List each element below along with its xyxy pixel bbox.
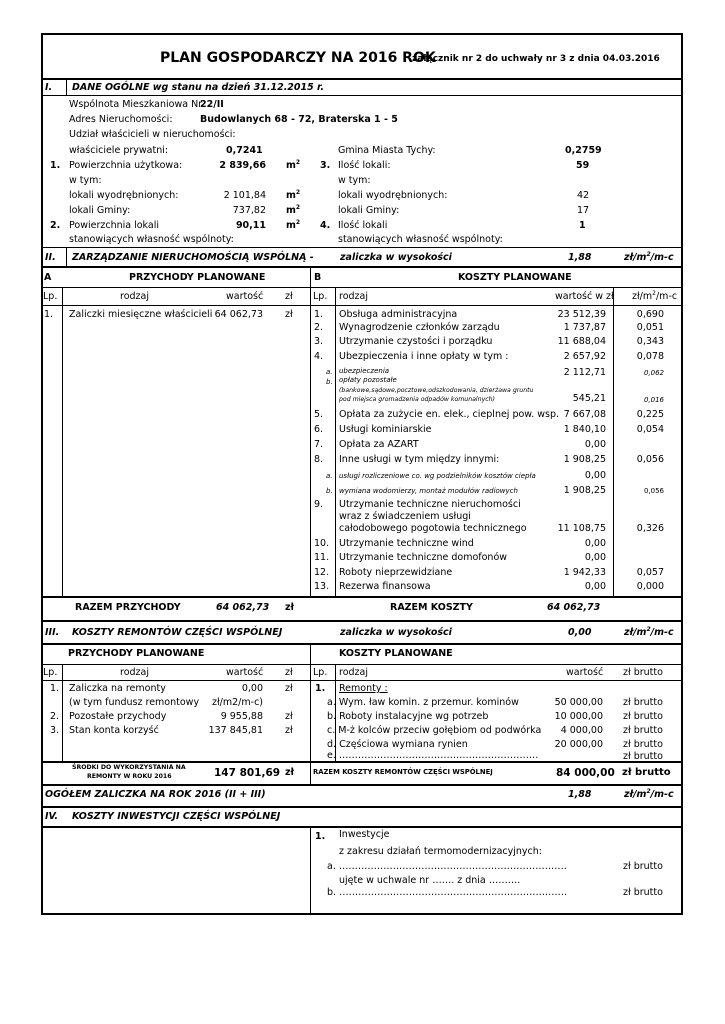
koszty-subrow-wartosc: 545,21 — [572, 393, 606, 404]
s4-lp: 1. — [315, 831, 326, 842]
koszty-row-wartosc: 23 512,39 — [557, 309, 606, 320]
przychody-row-wartosc: 64 062,73 — [214, 309, 263, 320]
pow-lokali-value: 90,11 — [235, 220, 266, 231]
koszty-subrow-wartosc: 1 908,25 — [563, 485, 606, 496]
koszty-row-wartosc: 11 688,04 — [557, 336, 606, 347]
pow-uzytkowa-label: Powierzchnia użytkowa: — [69, 160, 183, 171]
s3-przychody-rodzaj: (w tym fundusz remontowy — [69, 697, 200, 708]
pow-uzytkowa-value: 2 839,66 — [219, 160, 266, 171]
hdr-zl: zł — [285, 291, 293, 302]
koszty-row-rodzaj: Utrzymanie techniczne nieruchomości — [339, 499, 521, 510]
koszty-row-lp: 1. — [314, 309, 324, 320]
koszty-subrow-zlm2: 0,016 — [643, 396, 664, 404]
srodki-label-line2: REMONTY W ROKU 2016 — [87, 773, 172, 780]
col-b-label: B — [314, 272, 322, 283]
s4-b-line: b. ……………………………………………………………… — [327, 887, 568, 898]
koszty-row-lp: 7. — [314, 439, 324, 450]
section-2-unit: $zł/m^2/m-c$ — [624, 251, 674, 263]
srodki-label-line1: ŚRODKI DO WYKORZYSTANIA NA — [72, 764, 186, 771]
s3-koszty-rodzaj: c. M-ż kolców przeciw gołębiom od podwórka — [327, 725, 542, 736]
s3-przychody-wartosc: 9 955,88 — [220, 711, 263, 722]
s3-przychody-wartosc: 0,00 — [241, 683, 263, 694]
section-4-number: IV. — [45, 811, 59, 822]
koszty-row-rodzaj: Obsługa administracyjna — [339, 309, 458, 320]
koszty-row-wartosc: 0,00 — [584, 538, 606, 549]
koszty-row-rodzaj: Opłata za AZART — [339, 439, 419, 450]
s3-przychody-rodzaj: Pozostałe przychody — [69, 711, 167, 722]
koszty-subrow-lp: a. — [326, 472, 333, 480]
ilosc-lokali-label: Ilość lokali: — [338, 160, 391, 171]
przychody-row-rodzaj: Zaliczki miesięczne właścicieli — [69, 309, 213, 320]
lokali-gminy-value-2: 17 — [577, 205, 590, 216]
s3-koszty-wartosc: 50 000,00 — [554, 697, 603, 708]
section-3-zaliczka-label: zaliczka w wysokości — [340, 627, 452, 638]
koszty-row-rodzaj-line3: całodobowego pogotowia technicznego — [339, 523, 527, 534]
koszty-row-zlm2: 0,225 — [636, 409, 664, 420]
s3-hdr-rodzaj-2: rodzaj — [339, 667, 368, 678]
koszty-row-zlm2: 0,343 — [636, 336, 664, 347]
koszty-row-lp: 8. — [314, 454, 324, 465]
koszty-subrow-note: (bankowe,sądowe,pocztowe,odszkodowania, dzierżawa gruntu — [339, 387, 534, 394]
koszty-subrow-lp: a. — [326, 368, 333, 376]
page-subtitle: załącznik nr 2 do uchwały nr 3 z dnia 04.03.2016 — [412, 54, 660, 64]
unit-m2: $m^2$ — [286, 159, 301, 171]
hdr-rodzaj-2: rodzaj — [339, 291, 368, 302]
koszty-row-rodzaj: Utrzymanie techniczne wind — [339, 538, 474, 549]
ogolem-unit: $zł/m^2/m-c$ — [624, 788, 674, 800]
section-2-title: ZARZĄDZANIE NIERUCHOMOŚCIĄ WSPÓLNĄ - — [72, 252, 314, 263]
koszty-row-wartosc: 1 737,87 — [563, 322, 606, 333]
s3-koszty-lp: 1. — [315, 683, 326, 694]
s4-b-unit: zł brutto — [623, 887, 663, 898]
s3-koszty-rodzaj: a. Wym. ław komin. z przemur. kominów — [327, 697, 519, 708]
s3-hdr-lp: Lp. — [43, 667, 58, 678]
s4-zakres: z zakresu działań termomodernizacyjnych: — [339, 846, 542, 857]
razem-koszty-label: RAZEM KOSZTY — [390, 602, 473, 613]
koszty-row-wartosc: 1 840,10 — [563, 424, 606, 435]
section-3-przychody-title: PRZYCHODY PLANOWANE — [68, 648, 205, 659]
koszty-row-zlm2: 0,056 — [636, 454, 664, 465]
koszty-row-rodzaj: Rezerwa finansowa — [339, 581, 431, 592]
koszty-row-lp: 5. — [314, 409, 324, 420]
przychody-row-zl: zł — [285, 309, 293, 320]
koszty-row-wartosc: 7 667,08 — [563, 409, 606, 420]
koszty-subrow-wartosc: 0,00 — [584, 470, 606, 481]
koszty-row-wartosc: 11 108,75 — [557, 523, 606, 534]
s3-hdr-rodzaj: rodzaj — [120, 667, 149, 678]
s3-przychody-zl: zł — [285, 711, 293, 722]
koszty-row-zlm2: 0,690 — [636, 309, 664, 320]
wlasciciele-label: właściciele prywatni: — [69, 145, 169, 156]
koszty-subrow-wartosc: 2 112,71 — [563, 367, 606, 378]
w-tym-label: w tym: — [69, 175, 102, 186]
s3-przychody-lp: 1. — [50, 683, 60, 694]
koszty-subrow-note: pod miejsca gromadzenia odpadów komunalnych) — [339, 396, 495, 403]
w-tym-label-2: w tym: — [338, 175, 371, 186]
koszty-row-lp: 3. — [314, 336, 324, 347]
s3-koszty-wartosc: 10 000,00 — [554, 711, 603, 722]
s3-koszty-rodzaj: d. Częściowa wymiana rynien — [327, 739, 468, 750]
gmina-label: Gmina Miasta Tychy: — [338, 145, 436, 156]
s3-przychody-zl: zł — [285, 725, 293, 736]
ilosc-lokali2-value: 1 — [579, 220, 586, 231]
s3-przychody-lp: 2. — [50, 711, 60, 722]
lokali-wyodr-value: 2 101,84 — [223, 190, 266, 201]
s3-przychody-lp: 3. — [50, 725, 60, 736]
koszty-subrow-lp: b. — [326, 487, 333, 495]
razem-przychody-label: RAZEM PRZYCHODY — [75, 602, 181, 613]
koszty-row-zlm2: 0,326 — [636, 523, 664, 534]
s3-hdr-lp-2: Lp. — [313, 667, 328, 678]
s3-przychody-wartosc: zł/m2/m-c) — [212, 697, 263, 708]
item-4-number: 4. — [320, 220, 331, 231]
koszty-row-rodzaj: Wynagrodzenie członków zarządu — [339, 322, 500, 333]
ogolem-label: OGÓŁEM ZALICZKA NA ROK 2016 (II + III) — [45, 789, 266, 800]
lokali-wyodr-label: lokali wyodrębnionych: — [69, 190, 179, 201]
adres-value: Budowlanych 68 - 72, Braterska 1 - 5 — [200, 114, 398, 125]
ilosc-lokali2-label: Ilość lokali — [338, 220, 388, 231]
lokali-wyodr-label-2: lokali wyodrębnionych: — [338, 190, 448, 201]
koszty-row-rodzaj: Inne usługi w tym między innymi: — [339, 454, 500, 465]
s3-koszty-unit: zł brutto — [623, 751, 663, 762]
lokali-gminy-value: 737,82 — [232, 205, 266, 216]
s4-a-line: a. ……………………………………………………………… — [327, 861, 567, 872]
koszty-row-lp: 2. — [314, 322, 324, 333]
item-1-number: 1. — [50, 160, 61, 171]
s3-koszty-wartosc: 20 000,00 — [554, 739, 603, 750]
s3-koszty-unit: zł brutto — [623, 725, 663, 736]
stanowiacych-label: stanowiących własność wspólnoty: — [69, 234, 234, 245]
s3-koszty-rodzaj: e. ……………………………………………………… — [327, 750, 539, 761]
s3-koszty-unit: zł brutto — [623, 739, 663, 750]
s4-ujete: ujęte w uchwale nr ……. z dnia ………. — [339, 875, 521, 886]
koszty-row-rodzaj: Utrzymanie czystości i porządku — [339, 336, 493, 347]
hdr-lp-2: Lp. — [313, 291, 328, 302]
s3-koszty-head: Remonty : — [339, 683, 388, 694]
razem-przychody-value: 64 062,73 — [216, 602, 270, 613]
koszty-row-wartosc: 0,00 — [584, 439, 606, 450]
koszty-row-rodzaj: Roboty nieprzewidziane — [339, 567, 453, 578]
section-2-number: II. — [45, 252, 56, 263]
koszty-row-rodzaj: Ubezpieczenia i inne opłaty w tym : — [339, 351, 509, 362]
section-4-title: KOSZTY INWESTYCJI CZĘŚCI WSPÓLNEJ — [72, 811, 281, 822]
s3-koszty-rodzaj: b. Roboty instalacyjne wg potrzeb — [327, 711, 489, 722]
section-3-koszty-title: KOSZTY PLANOWANE — [339, 648, 453, 659]
unit-m2: $m^2$ — [286, 219, 301, 231]
s3-przychody-rodzaj: Stan konta korzyść — [69, 725, 159, 736]
s3-hdr-wartosc-2: wartość — [566, 667, 604, 678]
wspolnota-label: Wspólnota Mieszkaniowa Nr — [69, 99, 203, 110]
item-2-number: 2. — [50, 220, 61, 231]
koszty-subrow-zlm2: 0,062 — [643, 369, 664, 377]
srodki-value: 147 801,69 — [214, 767, 281, 779]
section-3-zaliczka-value: 0,00 — [568, 627, 592, 638]
hdr-wartosc-zl: wartość w zł — [555, 291, 614, 302]
razem-przychody-unit: zł — [285, 602, 295, 613]
koszty-row-wartosc: 1 942,33 — [563, 567, 606, 578]
s3-przychody-zl: zł — [285, 683, 293, 694]
item-3-number: 3. — [320, 160, 331, 171]
koszty-row-rodzaj: Opłata za zużycie en. elek., cieplnej pow. wsp. — [339, 409, 560, 420]
przychody-title: PRZYCHODY PLANOWANE — [129, 272, 266, 283]
unit-m2: $m^2$ — [286, 189, 301, 201]
koszty-subrow-lp: b. — [326, 378, 333, 386]
section-3-title: KOSZTY REMONTÓW CZĘŚCI WSPÓLNEJ — [72, 627, 283, 638]
koszty-row-lp: 9. — [314, 499, 324, 510]
s3-hdr-zl: zł — [285, 667, 293, 678]
koszty-row-wartosc: 1 908,25 — [563, 454, 606, 465]
s3-przychody-rodzaj: Zaliczka na remonty — [69, 683, 166, 694]
koszty-row-zlm2: 0,078 — [636, 351, 664, 362]
koszty-title: KOSZTY PLANOWANE — [458, 272, 572, 283]
koszty-row-wartosc: 0,00 — [584, 581, 606, 592]
razem-remonty-label: RAZEM KOSZTY REMONTÓW CZĘŚCI WSPÓLNEJ — [313, 768, 493, 776]
koszty-row-lp: 13. — [314, 581, 330, 592]
koszty-row-lp: 11. — [314, 552, 330, 563]
pow-lokali-label: Powierzchnia lokali — [69, 220, 159, 231]
gmina-value: 0,2759 — [565, 145, 602, 156]
koszty-row-zlm2: 0,057 — [636, 567, 664, 578]
stanowiacych-label-2: stanowiących własność wspólnoty: — [338, 234, 503, 245]
lokali-wyodr-value-2: 42 — [577, 190, 590, 201]
lokali-gminy-label-2: lokali Gminy: — [338, 205, 400, 216]
s3-koszty-wartosc: 4 000,00 — [560, 725, 603, 736]
page-title: PLAN GOSPODARCZY NA 2016 ROK — [160, 50, 436, 66]
koszty-row-wartosc: 0,00 — [584, 552, 606, 563]
hdr-lp: Lp. — [43, 291, 58, 302]
koszty-row-zlm2: 0,054 — [636, 424, 664, 435]
adres-label: Adres Nieruchomości: — [69, 114, 173, 125]
koszty-row-rodzaj-line2: wraz z świadczeniem usługi — [339, 511, 471, 522]
koszty-subrow-zlm2: 0,056 — [643, 487, 664, 495]
wspolnota-value: 22/II — [200, 99, 224, 110]
razem-koszty-value: 64 062,73 — [547, 602, 601, 613]
koszty-row-lp: 10. — [314, 538, 330, 549]
koszty-subrow-rodzaj: ubezpieczenia — [339, 367, 390, 375]
section-3-unit: $zł/m^2/m-c$ — [624, 626, 674, 638]
section-2-zaliczka-value: 1,88 — [568, 252, 592, 263]
koszty-row-lp: 12. — [314, 567, 330, 578]
koszty-subrow-rodzaj: wymiana wodomierzy, montaż modułów radiowych — [339, 487, 518, 495]
col-a-label: A — [44, 272, 52, 283]
s3-hdr-wartosc: wartość — [226, 667, 264, 678]
section-2-zaliczka-label: zaliczka w wysokości — [340, 252, 452, 263]
koszty-row-lp: 6. — [314, 424, 324, 435]
koszty-row-lp: 4. — [314, 351, 324, 362]
przychody-row-lp: 1. — [44, 309, 54, 320]
s4-inwestycje: Inwestycje — [339, 829, 390, 840]
ogolem-value: 1,88 — [568, 789, 592, 800]
koszty-row-wartosc: 2 657,92 — [563, 351, 606, 362]
s3-koszty-unit: zł brutto — [623, 711, 663, 722]
section-1-title: DANE OGÓLNE wg stanu na dzień 31.12.2015 r. — [72, 82, 324, 93]
s3-koszty-unit: zł brutto — [623, 697, 663, 708]
udzial-label: Udział właścicieli w nieruchomości: — [69, 129, 236, 140]
s3-przychody-wartosc: 137 845,81 — [208, 725, 263, 736]
razem-remonty-value: 84 000,00 — [556, 767, 615, 779]
koszty-row-zlm2: 0,000 — [636, 581, 664, 592]
section-1-number: I. — [45, 82, 53, 93]
koszty-subrow-rodzaj: usługi rozliczeniowe co. wg podzielników kosztów ciepła — [339, 472, 536, 480]
razem-remonty-unit: zł brutto — [622, 767, 671, 778]
s4-a-unit: zł brutto — [623, 861, 663, 872]
hdr-zl-m2: $zł/m^2/m-c$ — [632, 290, 678, 302]
section-3-number: III. — [45, 627, 60, 638]
koszty-row-zlm2: 0,051 — [636, 322, 664, 333]
lokali-gminy-label: lokali Gminy: — [69, 205, 131, 216]
wlasciciele-value: 0,7241 — [226, 145, 263, 156]
s3-hdr-zl-brutto: zł brutto — [623, 667, 663, 678]
srodki-unit: zł — [285, 767, 295, 778]
hdr-wartosc: wartość — [226, 291, 264, 302]
koszty-row-rodzaj: Usługi kominiarskie — [339, 424, 432, 435]
koszty-row-rodzaj: Utrzymanie techniczne domofonów — [339, 552, 508, 563]
hdr-rodzaj: rodzaj — [120, 291, 149, 302]
koszty-subrow-rodzaj: opłaty pozostałe — [339, 376, 397, 384]
ilosc-lokali-value: 59 — [576, 160, 590, 171]
unit-m2: $m^2$ — [286, 204, 301, 216]
